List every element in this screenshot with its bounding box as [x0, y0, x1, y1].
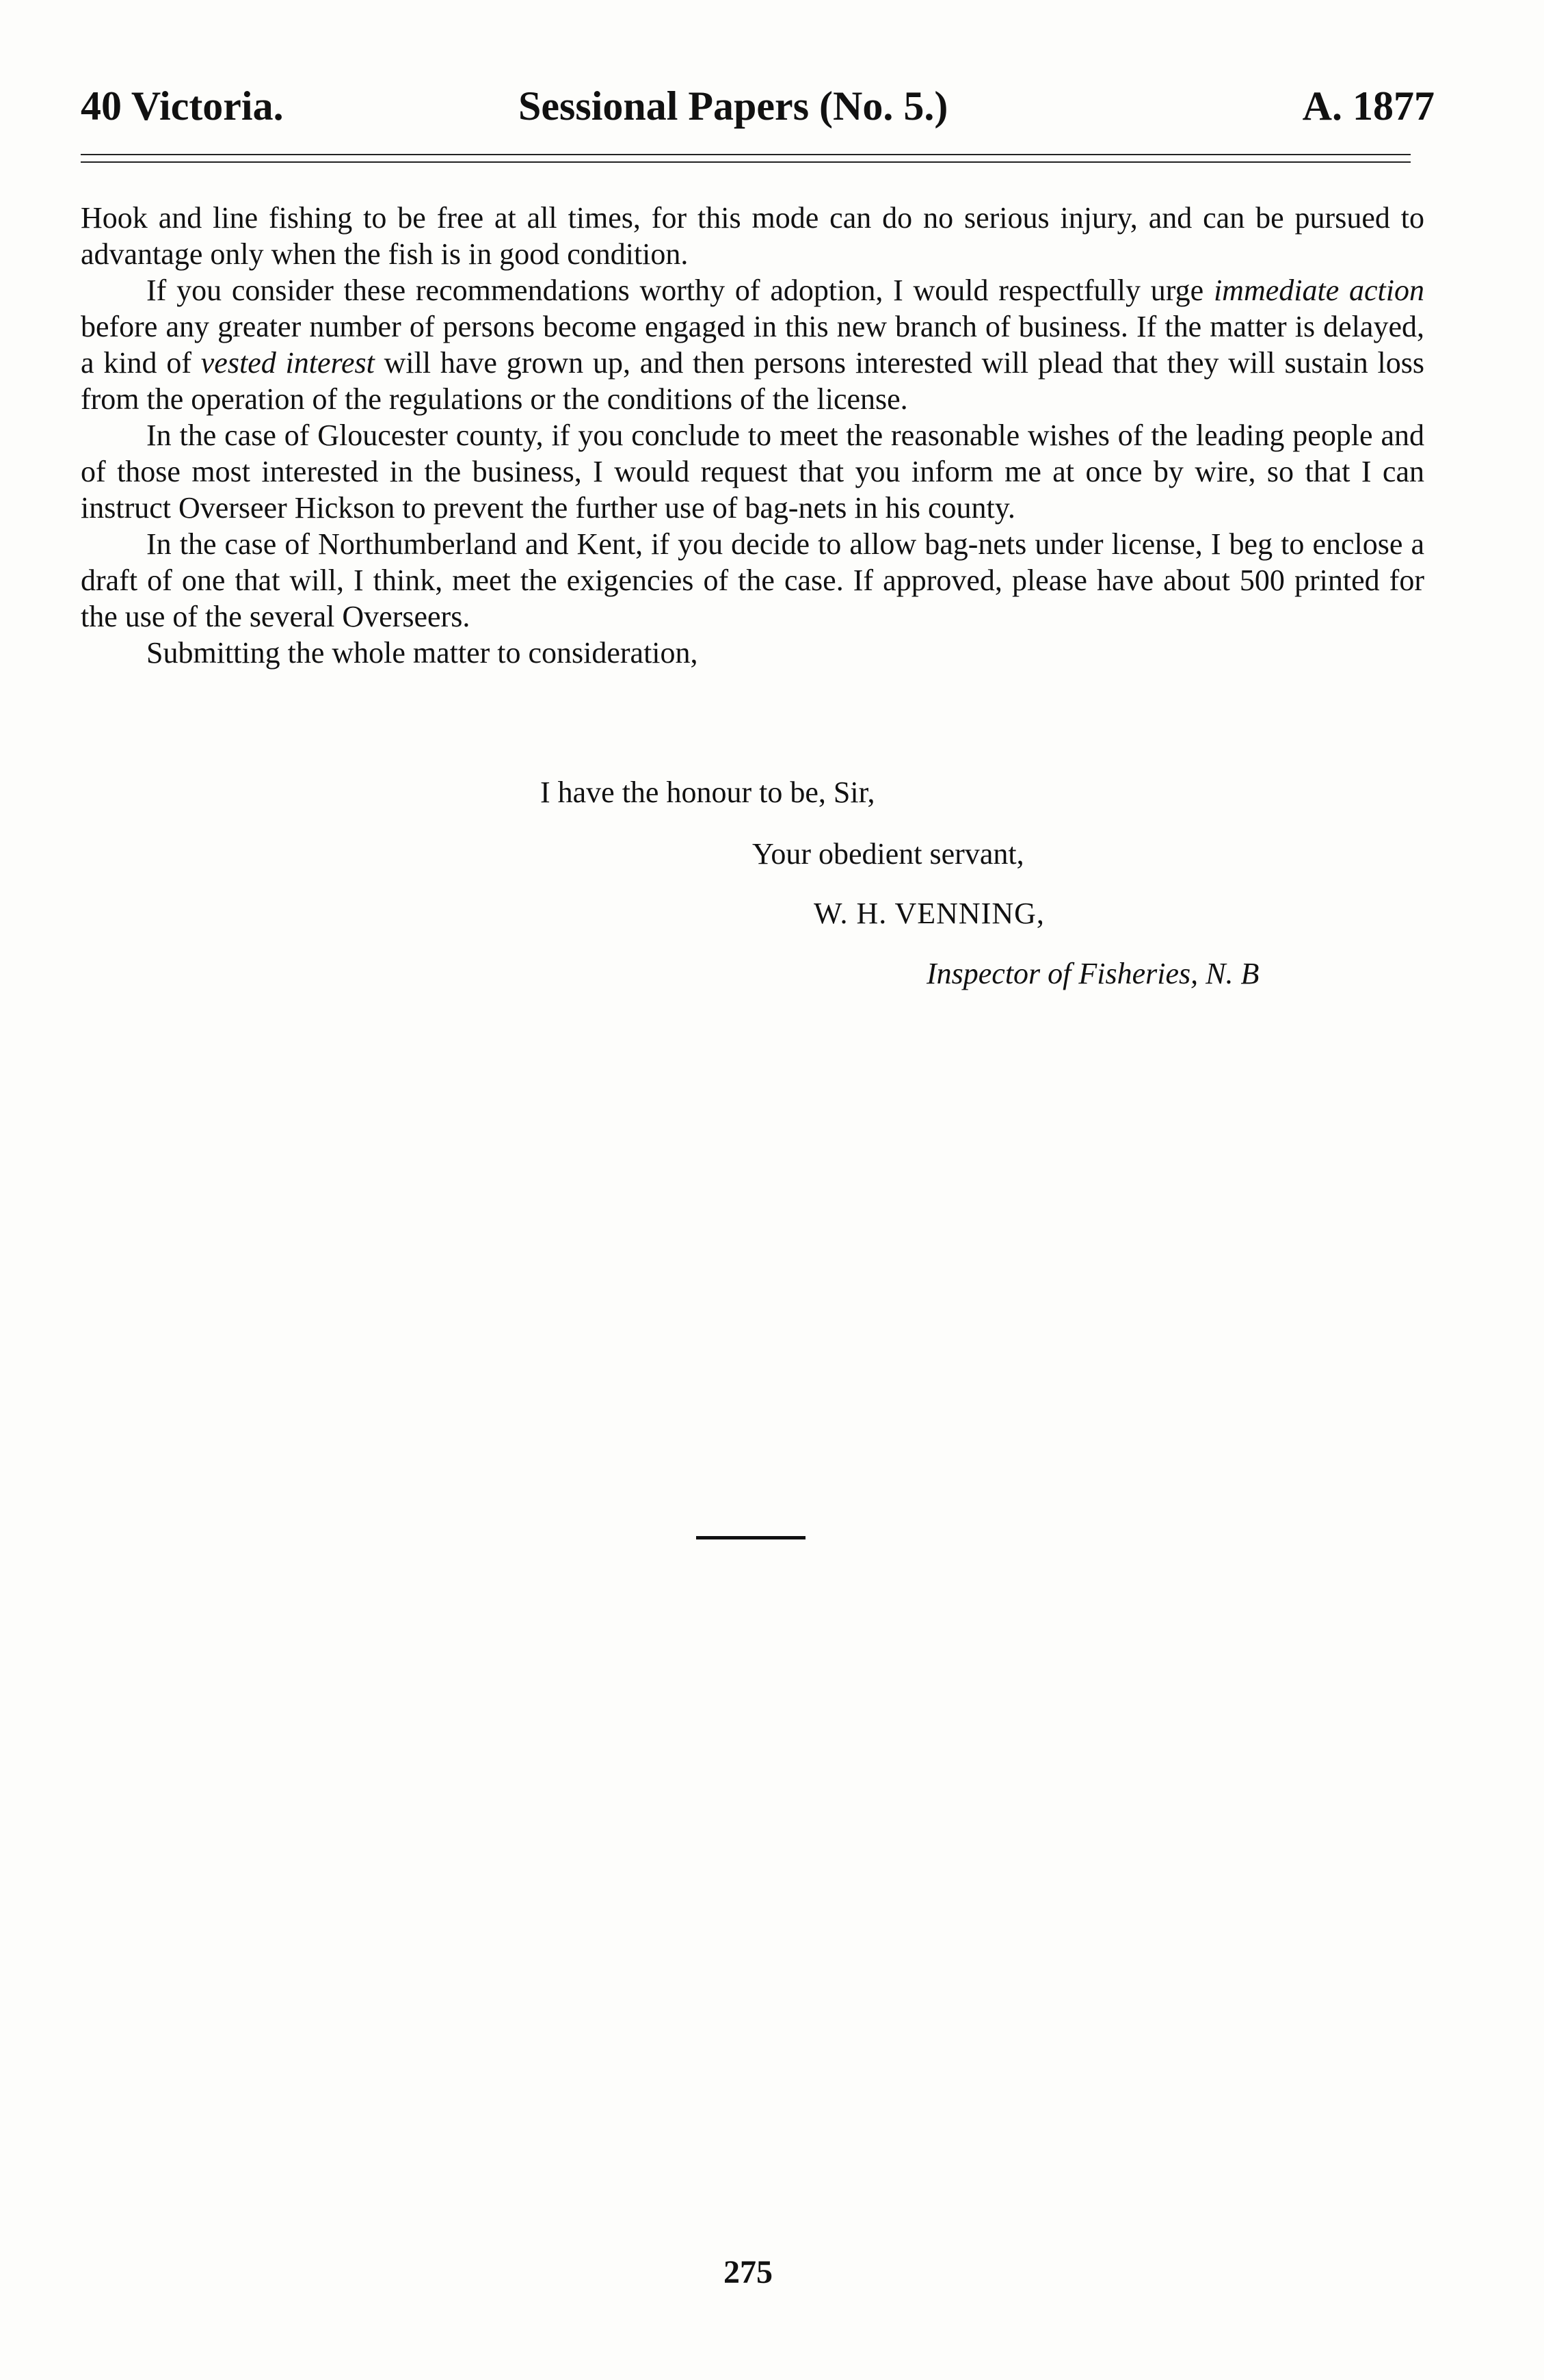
paragraph-northumberland: In the case of Northumberland and Kent, if you decide to allow bag-nets under license, I beg to enclose a draft of one that will, I think, meet the exigencies of the case. If approved, please have about 500 printed for the use of the several Overseers.	[81, 527, 1424, 633]
paragraph-gloucester: In the case of Gloucester county, if you conclude to meet the reasonable wishes of the leading people and of those most interested in the business, I would request that you inform me at once by wire, so that I can instruct Overseer Hickson to prevent the further use of bag-nets in his county.	[81, 419, 1424, 525]
closing-honour: I have the honour to be, Sir,	[540, 776, 875, 809]
running-header	[81, 79, 1435, 133]
closing-servant: Your obedient servant,	[752, 837, 1024, 871]
page-number: 275	[723, 2254, 773, 2290]
emphasis-vested-interest: vested interest	[200, 346, 375, 380]
header-volume: 40 Victoria.	[81, 83, 284, 129]
paragraph-submitting: Submitting the whole matter to consideration,	[146, 636, 698, 670]
emphasis-immediate-action: immediate action	[1213, 274, 1424, 307]
header-rule-top	[81, 154, 1411, 155]
paragraph-text: before any greater number of persons become engaged in this new branch of business. If the matter is delayed, a kind of	[81, 310, 1424, 380]
paragraph-recommendations	[81, 272, 1424, 417]
header-title: Sessional Papers (No. 5.)	[518, 83, 948, 129]
header-rule-bottom	[81, 161, 1411, 163]
paragraph-text: will have grown up, and then persons interested will plead that they will sustain loss from the operation of the regulations or the conditions of the license.	[81, 346, 1425, 416]
paragraph-text: If you consider these recommendations worthy of adoption, I would respectfully urge	[146, 274, 1214, 307]
signature-name: W. H. VENNING,	[814, 897, 1045, 930]
signature-title: Inspector of Fisheries, N. B	[927, 957, 1260, 990]
section-divider	[696, 1536, 806, 1539]
header-year: A. 1877	[1302, 83, 1435, 129]
paragraph-hook-and-line: Hook and line fishing to be free at all times, for this mode can do no serious injury, and can be pursued to advantage only when the fish is in good condition.	[81, 201, 1424, 271]
letter-body	[81, 200, 1424, 671]
